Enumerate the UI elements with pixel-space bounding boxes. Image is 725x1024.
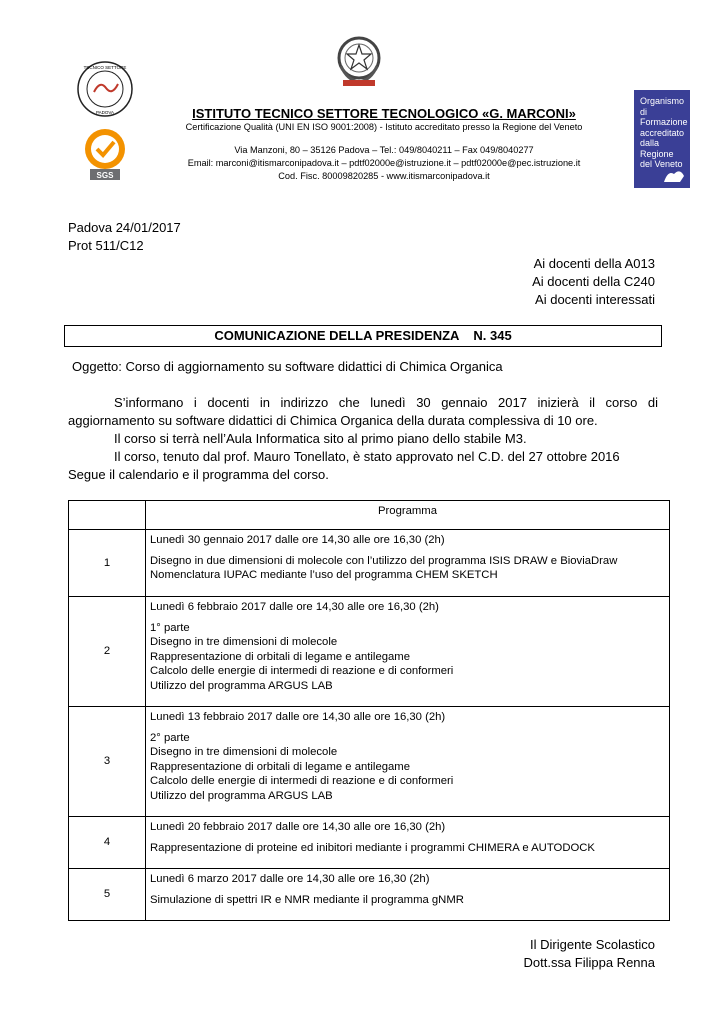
recipient: Ai docenti della A013 [533, 256, 655, 271]
certification-line: Certificazione Qualità (UNI EN ISO 9001:2008) - Istituto accreditato presso la Regione del Veneto [185, 122, 583, 132]
session-topic: Simulazione di spettri IR e NMR mediante il programma gNMR [150, 893, 464, 906]
address-line: Via Manzoni, 80 – 35126 Padova – Tel.: 049/8040211 – Fax 049/8040277 [234, 145, 534, 155]
table-row [69, 530, 670, 597]
school-name: ISTITUTO TECNICO SETTORE TECNOLOGICO «G. MARCONI» [192, 106, 576, 121]
letter-date: Padova 24/01/2017 [68, 220, 181, 235]
session-date: Lunedì 20 febbraio 2017 dalle ore 14,30 alle ore 16,30 (2h) [150, 821, 446, 833]
table-row [69, 817, 670, 869]
session-topic: Rappresentazione di orbitali di legame e antilegame [150, 650, 410, 663]
communication-title: COMUNICAZIONE DELLA PRESIDENZA N. 345 [214, 328, 512, 343]
session-date: Lunedì 6 marzo 2017 dalle ore 14,30 alle ore 16,30 (2h) [150, 873, 430, 885]
session-topic: Calcolo delle energie di intermedi di reazione e di conformeri [150, 665, 454, 677]
program-table [68, 500, 670, 921]
session-number: 2 [69, 597, 146, 707]
session-details [146, 869, 670, 921]
session-topic: Disegno in tre dimensioni di molecole [150, 746, 338, 758]
paragraph-location: Il corso si terrà nell’Aula Informatica sito al primo piano dello stabile M3. [114, 431, 527, 446]
protocol-number: Prot 511/C12 [68, 238, 144, 253]
quality-certification-icon [76, 125, 134, 183]
table-header-row [69, 501, 670, 530]
table-header-empty-cell [69, 501, 146, 530]
table-header-cell: Programma [146, 501, 670, 530]
subject-line: Oggetto: Corso di aggiornamento su software didattici di Chimica Organica [72, 359, 503, 374]
signature-name: Dott.ssa Filippa Renna [523, 955, 655, 970]
session-details [146, 597, 670, 707]
paragraph-calendar: Segue il calendario e il programma del corso. [68, 467, 329, 482]
session-date: Lunedì 6 febbraio 2017 dalle ore 14,30 alle ore 16,30 (2h) [150, 601, 439, 613]
session-number: 1 [69, 530, 146, 597]
paragraph-intro-line2: aggiornamento su software didattici di Chimica Organica della durata complessiva di 10 ore. [68, 413, 598, 428]
school-seal-icon [76, 60, 134, 118]
session-details [146, 707, 670, 817]
communication-box [64, 325, 662, 347]
session-topic: Nomenclatura IUPAC mediante l’uso del programma CHEM SKETCH [150, 569, 498, 581]
fiscal-code-line: Cod. Fisc. 80009820285 - www.itismarconipadova.it [278, 171, 490, 181]
table-row [69, 707, 670, 817]
session-number: 4 [69, 817, 146, 869]
session-topic: Rappresentazione di orbitali di legame e antilegame [150, 760, 410, 773]
session-topic: Disegno in tre dimensioni di molecole [150, 636, 338, 648]
session-topic: Calcolo delle energie di intermedi di reazione e di conformeri [150, 775, 454, 787]
table-row [69, 869, 670, 921]
email-line: Email: marconi@itismarconipadova.it – pdtf02000e@istruzione.it – pdtf02000e@pec.istruzione.it [187, 158, 581, 168]
italian-republic-emblem-icon [333, 32, 385, 90]
session-topic: Disegno in due dimensioni di molecole con l’utilizzo del programma ISIS DRAW e BioviaDraw [150, 554, 618, 567]
svg-text:PADOVA: PADOVA [95, 110, 115, 115]
session-number: 5 [69, 869, 146, 921]
svg-text:SGS: SGS [96, 171, 114, 180]
region-accreditation-badge [634, 90, 690, 188]
session-topic: Rappresentazione di proteine ed inibitori mediante i programmi CHIMERA e AUTODOCK [150, 841, 595, 854]
session-topic: 2° parte [150, 731, 190, 744]
session-number: 3 [69, 707, 146, 817]
session-date: Lunedì 13 febbraio 2017 dalle ore 14,30 alle ore 16,30 (2h) [150, 711, 446, 723]
recipient: Ai docenti interessati [535, 292, 655, 307]
region-badge-text: Organismo di Formazione accreditato dalla Regione del Veneto [640, 96, 688, 169]
session-topic: 1° parte [150, 621, 190, 634]
table-row [69, 597, 670, 707]
signature-role: Il Dirigente Scolastico [530, 937, 655, 952]
session-details [146, 817, 670, 869]
paragraph-intro-line1: S’informano i docenti in indirizzo che lunedì 30 gennaio 2017 inizierà il corso di [114, 395, 658, 410]
recipient: Ai docenti della C240 [532, 274, 655, 289]
paragraph-approval: Il corso, tenuto dal prof. Mauro Tonellato, è stato approvato nel C.D. del 27 ottobre 2016 [114, 449, 620, 464]
session-date: Lunedì 30 gennaio 2017 dalle ore 14,30 alle ore 16,30 (2h) [150, 534, 445, 546]
lion-icon [662, 166, 686, 184]
svg-text:TECNICO SETTORE: TECNICO SETTORE [83, 65, 127, 70]
session-topic: Utilizzo del programma ARGUS LAB [150, 789, 333, 802]
session-details [146, 530, 670, 597]
session-topic: Utilizzo del programma ARGUS LAB [150, 679, 333, 692]
